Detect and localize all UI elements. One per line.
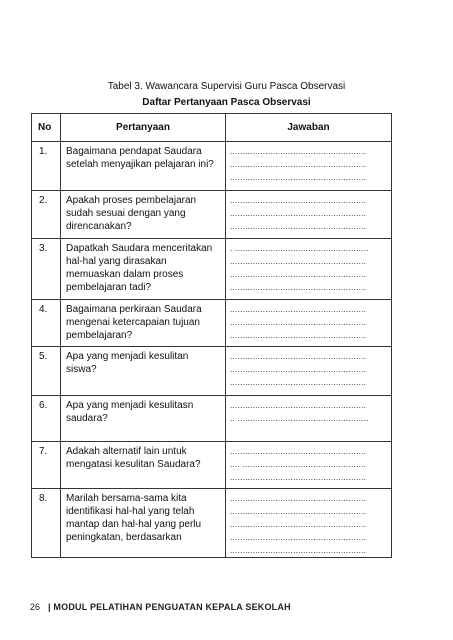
- table-row: [32, 396, 392, 442]
- row-question: Marilah bersama-sama kita identifikasi hal-hal yang telah mantap dan hal-hal yang perlu peningkatan, berdasarkan: [61, 489, 226, 558]
- table-row: [32, 347, 392, 396]
- row-question: Apa yang menjadi kesulitasn saudara?: [61, 396, 226, 442]
- answer-line[interactable]: . .....................................................: [230, 244, 369, 253]
- row-number: 1.: [32, 142, 61, 191]
- row-answer-lines: [226, 239, 392, 300]
- answer-line[interactable]: ......................................................: [230, 473, 367, 482]
- table-row: [32, 142, 392, 191]
- row-answer-lines: [226, 489, 392, 558]
- row-question: Apakah proses pembelajaran sudah sesuai dengan yang direncanakan?: [61, 191, 226, 239]
- row-number: 6.: [32, 396, 61, 442]
- row-question: Dapatkah Saudara menceritakan hal-hal yang dirasakan memuaskan dalam proses pembelajaran tadi?: [61, 239, 226, 300]
- answer-line[interactable]: ......................................................: [230, 209, 367, 218]
- page-number: 26: [30, 602, 41, 612]
- answer-line[interactable]: ......................................................: [230, 222, 367, 231]
- row-number: 8.: [32, 489, 61, 558]
- answer-line[interactable]: ......................................................: [230, 546, 367, 555]
- row-question: Bagaimana perkiraan Saudara mengenai ketercapaian tujuan pembelajaran?: [61, 300, 226, 347]
- header-answer: Jawaban: [226, 114, 392, 142]
- answer-line[interactable]: [230, 425, 387, 438]
- answer-line[interactable]: ......................................................: [230, 257, 367, 266]
- row-answer-lines: [226, 300, 392, 347]
- table-caption: Tabel 3. Wawancara Supervisi Guru Pasca Observasi: [107, 81, 346, 92]
- answer-line[interactable]: ......................................................: [230, 507, 367, 516]
- answer-line[interactable]: ......................................................: [230, 305, 367, 314]
- answer-line[interactable]: ......................................................: [230, 173, 367, 182]
- table-row: [32, 239, 392, 300]
- answer-line[interactable]: ......................................................: [230, 520, 367, 529]
- row-answer-lines: [226, 191, 392, 239]
- answer-line[interactable]: ......................................................: [230, 447, 367, 456]
- answer-line[interactable]: ......................................................: [230, 378, 367, 387]
- footer-text: | MODUL PELATIHAN PENGUATAN KEPALA SEKOLAH: [48, 602, 291, 612]
- answer-line[interactable]: ......................................................: [230, 196, 367, 205]
- row-number: 3.: [32, 239, 61, 300]
- answer-line[interactable]: .... .................................................: [230, 460, 367, 469]
- row-answer-lines: [226, 396, 392, 442]
- table-row: [32, 300, 392, 347]
- row-number: 4.: [32, 300, 61, 347]
- answer-line[interactable]: ......................................................: [230, 352, 367, 361]
- table-subtitle: Daftar Pertanyaan Pasca Observasi: [142, 97, 311, 108]
- answer-line[interactable]: ......................................................: [230, 318, 367, 327]
- row-question: Apa yang menjadi kesulitan siswa?: [61, 347, 226, 396]
- page-footer: [30, 602, 291, 612]
- answer-line[interactable]: ......................................................: [230, 160, 367, 169]
- header-no: No: [32, 114, 61, 142]
- answer-line[interactable]: ......................................................: [230, 365, 367, 374]
- row-answer-lines: [226, 142, 392, 191]
- row-question: Adakah alternatif lain untuk mengatasi kesulitan Saudara?: [61, 442, 226, 489]
- row-number: 5.: [32, 347, 61, 396]
- row-number: 7.: [32, 442, 61, 489]
- answer-line[interactable]: ......................................................: [230, 270, 367, 279]
- answer-line[interactable]: ......................................................: [230, 331, 367, 340]
- row-question: Bagaimana pendapat Saudara setelah menyajikan pelajaran ini?: [61, 142, 226, 191]
- answer-line[interactable]: ......................................................: [230, 147, 367, 156]
- answer-line[interactable]: ......................................................: [230, 533, 367, 542]
- row-answer-lines: [226, 442, 392, 489]
- interview-table: [31, 113, 392, 558]
- answer-line[interactable]: ......................................................: [230, 401, 367, 410]
- table-row: [32, 191, 392, 239]
- answer-line[interactable]: ......................................................: [230, 494, 367, 503]
- answer-line[interactable]: ......................................................: [230, 283, 367, 292]
- row-number: 2.: [32, 191, 61, 239]
- table-row: [32, 442, 392, 489]
- row-answer-lines: [226, 347, 392, 396]
- answer-line[interactable]: .. ....................................................: [230, 414, 369, 423]
- header-question: Pertanyaan: [61, 114, 226, 142]
- table-row: [32, 489, 392, 558]
- table-header-row: [32, 114, 392, 142]
